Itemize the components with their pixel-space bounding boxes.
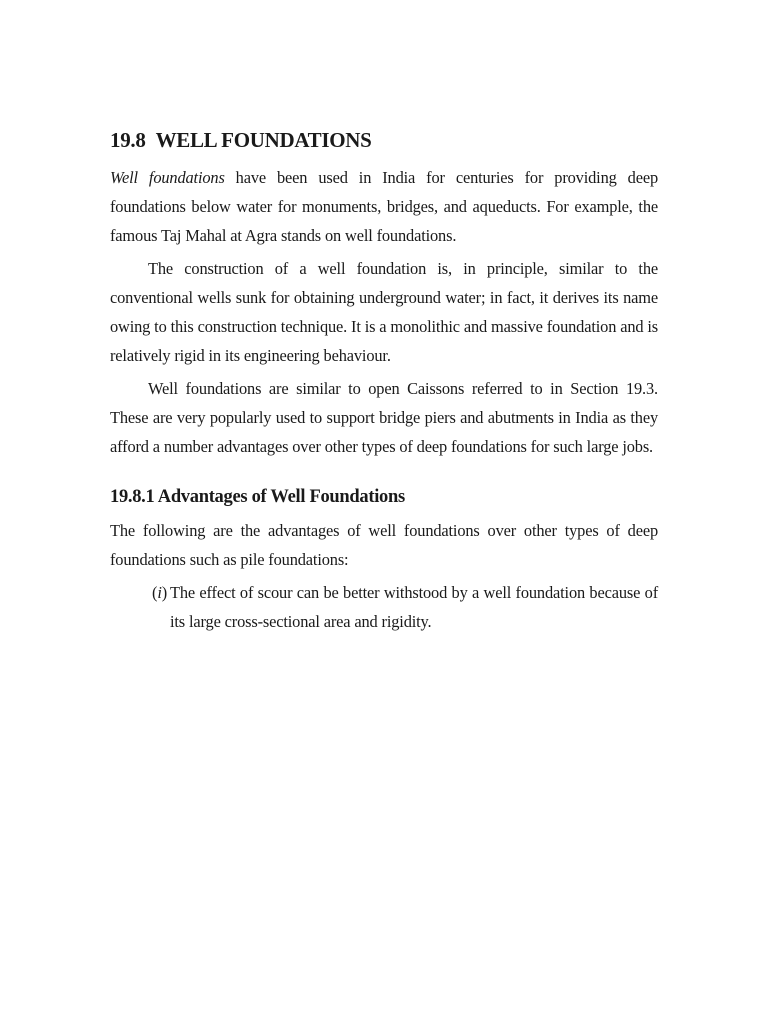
list-item <box>110 578 658 636</box>
paragraph-2: The construction of a well foundation is, in principle, similar to the conventional wells sunk for obtaining underground water; in fact, it derives its name owing to this construction technique. It is a monolithic and massive foundation and is relatively rigid in its engineering behaviour. <box>110 259 658 365</box>
section-title: WELL FOUNDATIONS <box>155 128 372 152</box>
section-heading <box>110 128 658 153</box>
list-marker: (i) <box>152 583 168 602</box>
subsection-heading: 19.8.1 Advantages of Well Foundations <box>110 487 405 507</box>
section-number: 19.8 <box>110 128 146 152</box>
list-item-text: The effect of scour can be better withstood by a well foundation because of its large cross-sectional area and rigidity. <box>170 583 658 631</box>
document-page <box>110 128 658 636</box>
subsection-intro: The following are the advantages of well foundations over other types of deep foundations such as pile foundations: <box>110 521 658 569</box>
paragraph-1 <box>110 163 658 250</box>
paragraph-3: Well foundations are similar to open Caissons referred to in Section 19.3. These are very popularly used to support bridge piers and abutments in India as they afford a number advantages over other types of deep foundations for such large jobs. <box>110 379 658 456</box>
list-marker-roman: i <box>157 583 162 602</box>
paragraph-1-text: have been used in India for centuries for providing deep foundations below water for monuments, bridges, and aqueducts. For example, the famous Taj Mahal at Agra stands on well foundations. <box>110 168 658 245</box>
term-well-foundations: Well foundations <box>110 168 225 187</box>
